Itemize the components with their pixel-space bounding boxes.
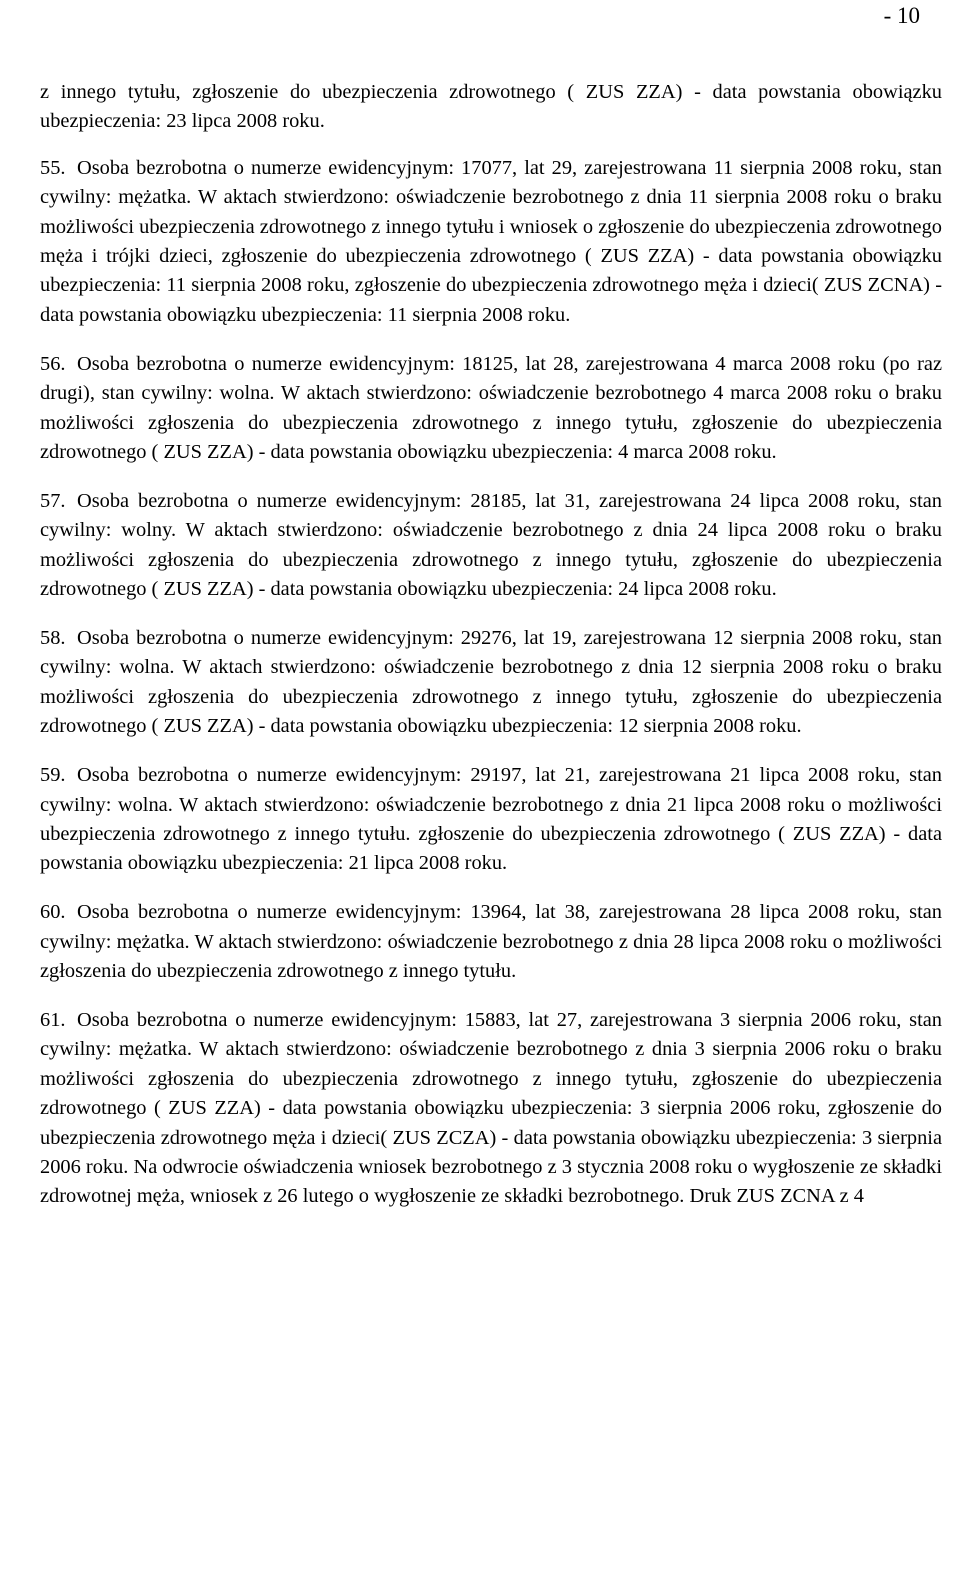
entry-58 — [40, 624, 942, 742]
entry-61 — [40, 1006, 942, 1212]
entry-number: 61. — [40, 1008, 66, 1031]
entry-text: Osoba bezrobotna o numerze ewidencyjnym: 13964, lat 38, zarejestrowana 28 lipca 2008 roku, stan cywilny: mężatka. W aktach stwierdzono: oświadczenie bezrobotnego z dnia 28 lipca 2008 roku o możliwości zgłoszenia do ubezpieczenia zdrowotnego z innego tytułu. — [40, 901, 942, 983]
entry-number: 55. — [40, 156, 66, 179]
entry-text: Osoba bezrobotna o numerze ewidencyjnym: 28185, lat 31, zarejestrowana 24 lipca 2008 roku, stan cywilny: wolny. W aktach stwierdzono: oświadczenie bezrobotnego z dnia 24 lipca 2008 roku o braku możliwości zgłoszenia do ubezpieczenia zdrowotnego z innego tytułu, zgłoszenie do ubezpieczenia zdrowotnego ( ZUS ZZA) - data powstania obowiązku ubezpieczenia: 24 lipca 2008 roku. — [40, 489, 942, 601]
entry-text: Osoba bezrobotna o numerze ewidencyjnym: 15883, lat 27, zarejestrowana 3 sierpnia 2006 roku, stan cywilny: mężatka. W aktach stwierdzono: oświadczenie bezrobotnego z dnia 3 sierpnia 2006 roku o braku możliwości zgłoszenia do ubezpieczenia zdrowotnego z innego tytułu, zgłoszenie do ubezpieczenia zdrowotnego ( ZUS ZZA) - data powstania obowiązku ubezpieczenia: 3 sierpnia 2006 roku, zgłoszenie do ubezpieczenia zdrowotnego męża i dzieci( ZUS ZCZA) - data powstania obowiązku ubezpieczenia: 3 sierpnia 2006 roku. Na odwrocie oświadczenia wniosek bezrobotnego z 3 stycznia 2008 roku o wygłoszenie ze składki zdrowotnej męża, wniosek z 26 lutego o wygłoszenie ze składki bezrobotnego. Druk ZUS ZCNA z 4 — [40, 1008, 942, 1208]
entry-text: Osoba bezrobotna o numerze ewidencyjnym: 29197, lat 21, zarejestrowana 21 lipca 2008 roku, stan cywilny: wolna. W aktach stwierdzono: oświadczenie bezrobotnego z dnia 21 lipca 2008 roku o możliwości ubezpieczenia zdrowotnego z innego tytułu. zgłoszenie do ubezpieczenia zdrowotnego ( ZUS ZZA) - data powstania obowiązku ubezpieczenia: 21 lipca 2008 roku. — [40, 764, 942, 875]
entry-number: 56. — [40, 352, 66, 375]
continuation-paragraph: z innego tytułu, zgłoszenie do ubezpieczenia zdrowotnego ( ZUS ZZA) - data powstania obowiązku ubezpieczenia: 23 lipca 2008 roku. — [40, 81, 942, 133]
entry-text: Osoba bezrobotna o numerze ewidencyjnym: 29276, lat 19, zarejestrowana 12 sierpnia 2008 roku, stan cywilny: wolna. W aktach stwierdzono: oświadczenie bezrobotnego z dnia 12 sierpnia 2008 roku o braku możliwości zgłoszenia do ubezpieczenia zdrowotnego z innego tytułu, zgłoszenie do ubezpieczenia zdrowotnego ( ZUS ZZA) - data powstania obowiązku ubezpieczenia: 12 sierpnia 2008 roku. — [40, 627, 942, 738]
entry-number: 58. — [40, 627, 66, 649]
entry-text: Osoba bezrobotna o numerze ewidencyjnym: 18125, lat 28, zarejestrowana 4 marca 2008 roku (po raz drugi), stan cywilny: wolna. W aktach stwierdzono: oświadczenie bezrobotnego 4 marca 2008 roku o braku możliwości zgłoszenia do ubezpieczenia zdrowotnego z innego tytułu, zgłoszenie do ubezpieczenia zdrowotnego ( ZUS ZZA) - data powstania obowiązku ubezpieczenia: 4 marca 2008 roku. — [40, 352, 942, 463]
entry-57 — [40, 487, 942, 605]
entry-59 — [40, 761, 942, 879]
entry-number: 57. — [40, 489, 66, 512]
entry-55 — [40, 154, 942, 330]
entry-number: 59. — [40, 764, 66, 787]
entry-56 — [40, 350, 942, 468]
entry-60 — [40, 898, 942, 986]
entry-number: 60. — [40, 901, 66, 924]
page-number: - 10 — [883, 3, 920, 28]
entry-text: Osoba bezrobotna o numerze ewidencyjnym: 17077, lat 29, zarejestrowana 11 sierpnia 2008 roku, stan cywilny: mężatka. W aktach stwierdzono: oświadczenie bezrobotnego z dnia 11 sierpnia 2008 roku o braku możliwości ubezpieczenia zdrowotnego z innego tytułu i wniosek o zgłoszenie do ubezpieczenia zdrowotnego męża i trójki dzieci, zgłoszenie do ubezpieczenia zdrowotnego ( ZUS ZZA) - data powstania obowiązku ubezpieczenia: 11 sierpnia 2008 roku, zgłoszenie do ubezpieczenia zdrowotnego męża i dzieci( ZUS ZCNA) - data powstania obowiązku ubezpieczenia: 11 sierpnia 2008 roku. — [40, 156, 942, 326]
document-body — [40, 78, 942, 1231]
